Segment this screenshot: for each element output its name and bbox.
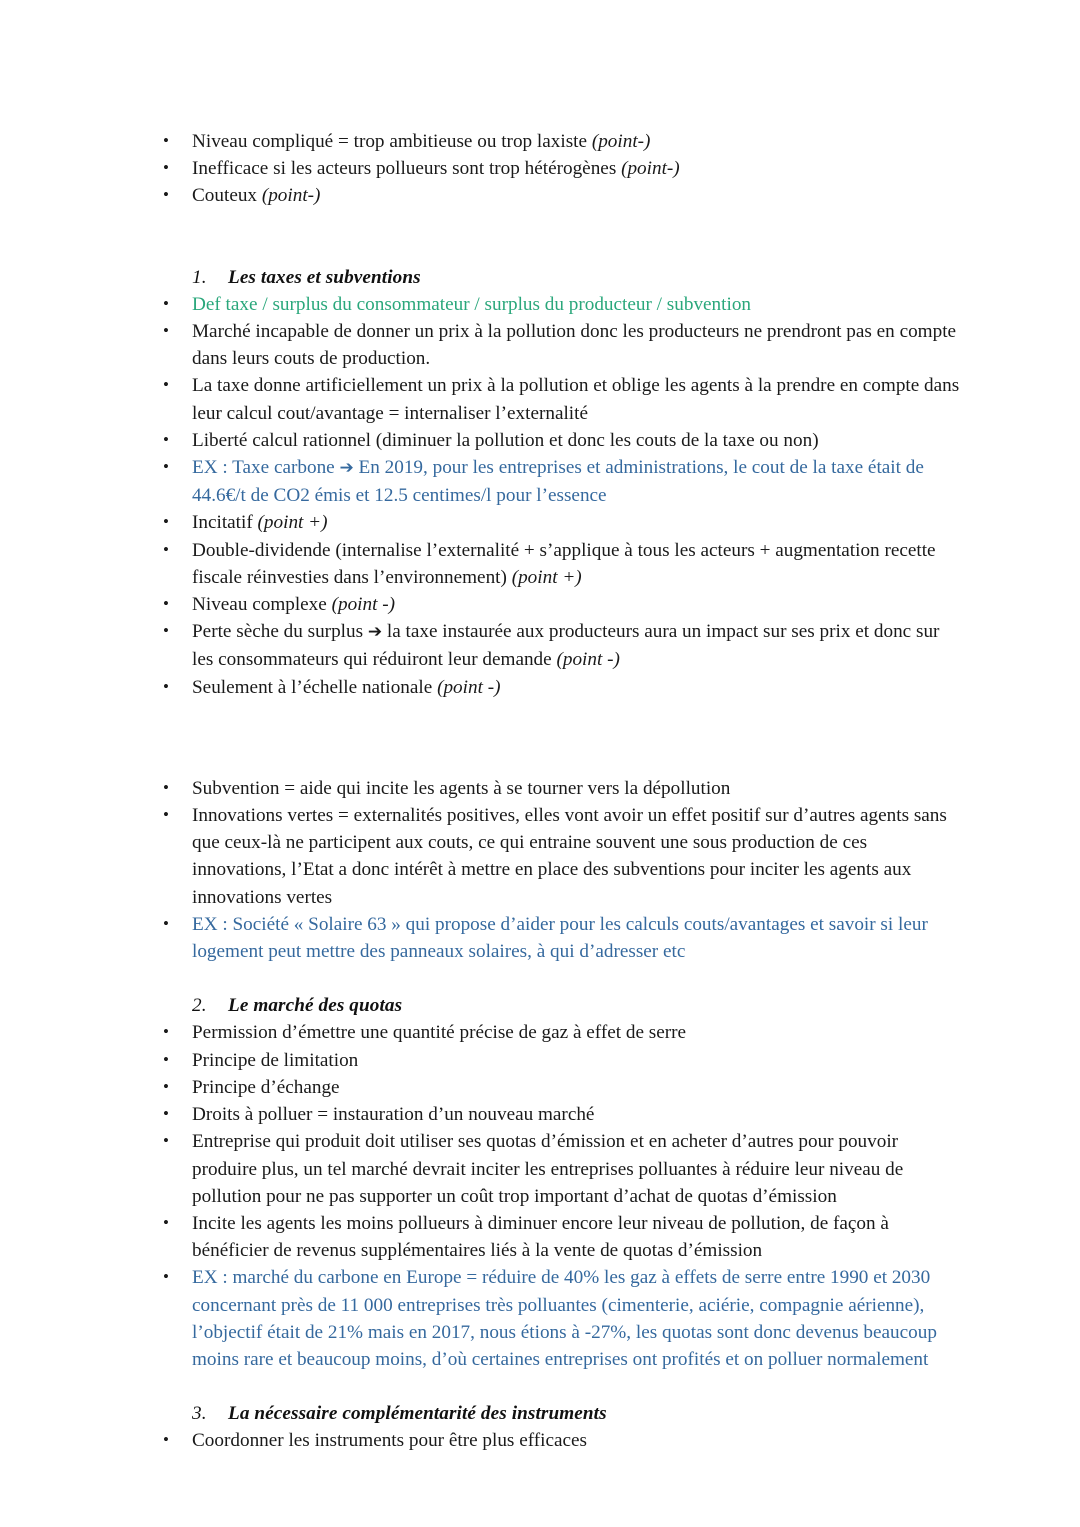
- list-item-text: EX : marché du carbone en Europe = réduire de 40% les gaz à effets de serre entre 1990 et 2030 concernant près de 11 000 entreprises très polluantes (cimenterie, aciérie, compagnie aérienne), l’objectif était de 21% mais en 2017, nous étions à -27%, les quotas sont donc devenus beaucoup moins rare et beaucoup moins, d’où certaines entreprises ont profités et on polluer normalement: [192, 1267, 937, 1370]
- list-item-text: Coordonner les instruments pour être plus efficaces: [192, 1430, 588, 1452]
- list-item-text: Niveau compliqué = trop ambitieuse ou trop laxiste: [192, 131, 592, 152]
- list-item-text: Incite les agents les moins pollueurs à diminuer encore leur niveau de pollution, de façon à bénéficier de revenus supplémentaires liés à la vente de quotas d’émission: [192, 1212, 889, 1262]
- list-item: [163, 1019, 963, 1046]
- list-item-text: Entreprise qui produit doit utiliser ses quotas d’émission et en acheter d’autres pour pouvoir produire plus, un tel marché devrait inciter les entreprises polluantes à réduire leur niveau de pollution pour ne pas supporter un coût trop important d’achat de quotas d’émission: [192, 1131, 904, 1207]
- point-marker: (point -): [331, 594, 396, 616]
- list-item-text-cont: la taxe instaurée aux producteurs aura un impact sur ses prix et donc sur les consommateurs qui réduiront leur demande: [192, 621, 940, 671]
- list-item-text: Inefficace si les acteurs pollueurs sont trop hétérogènes: [192, 158, 622, 180]
- right-arrow-icon: ➔: [367, 622, 383, 643]
- spacer: [163, 1373, 963, 1400]
- list-item-text: Incitatif: [192, 512, 258, 534]
- list-item: [163, 775, 963, 802]
- list-item: [163, 1427, 963, 1454]
- list-item: [163, 318, 963, 372]
- point-marker: (point +): [511, 566, 582, 588]
- list-item: [163, 1074, 963, 1101]
- list-item-text: Principe d’échange: [192, 1076, 340, 1098]
- list-item-text: Principe de limitation: [192, 1049, 359, 1071]
- list-item-text-cont: En 2019, pour les entreprises et administrations, le cout de la taxe était de 44.6€/t de CO2 émis et 12.5 centimes/l pour l’essence: [192, 457, 924, 507]
- list-item-text: Perte sèche du surplus: [192, 621, 368, 643]
- list-item-text: Droits à polluer = instauration d’un nouveau marché: [192, 1104, 595, 1126]
- section-number: 2.: [192, 995, 207, 1017]
- list-item: [163, 591, 963, 618]
- list-item: [163, 1128, 963, 1210]
- spacer: [163, 210, 963, 264]
- list-item-text: Couteux: [192, 185, 262, 207]
- list-item: [163, 1047, 963, 1074]
- list-item: [163, 155, 963, 182]
- list-item-text: EX : Taxe carbone: [192, 457, 340, 479]
- list-item-text: Niveau complexe: [192, 594, 332, 616]
- list-item-example-solaire63: [163, 911, 963, 965]
- list-item: [163, 509, 963, 536]
- point-marker: (point-): [261, 185, 321, 207]
- list-item-text: Double-dividende (internalise l’externalité + s’applique à tous les acteurs + augmentation recette fiscale réinvesties dans l’environnement): [192, 539, 936, 588]
- list-item-example-carbon-tax: [163, 454, 963, 509]
- list-item: [163, 427, 963, 454]
- list-item-text: Subvention = aide qui incite les agents à se tourner vers la dépollution: [192, 777, 731, 799]
- list-item-text: Marché incapable de donner un prix à la pollution donc les producteurs ne prendront pas en compte dans leurs couts de production.: [192, 321, 957, 370]
- list-item-definitions: [163, 291, 963, 318]
- list-item: [163, 537, 963, 591]
- section-title: Les taxes et subventions: [228, 266, 421, 288]
- point-marker: (point -): [437, 676, 501, 698]
- point-marker: (point -): [556, 649, 620, 671]
- list-item-text: Liberté calcul rationnel (diminuer la pollution et donc les couts de la taxe ou non): [192, 429, 819, 451]
- section-number: 3.: [192, 1403, 207, 1425]
- point-marker: (point +): [257, 512, 328, 534]
- spacer: [163, 965, 963, 992]
- list-item: [163, 618, 963, 673]
- list-item-example-eu-carbon-market: [163, 1264, 963, 1373]
- point-marker: (point-): [591, 131, 651, 152]
- right-arrow-icon: ➔: [339, 458, 354, 479]
- list-item-text: EX : Société « Solaire 63 » qui propose d’aider pour les calculs couts/avantages et savoir si leur logement peut mettre des panneaux solaires, à qui d’adresser etc: [192, 913, 928, 963]
- list-item-text: Innovations vertes = externalités positives, elles vont avoir un effet positif sur d’autres agents sans que ceux-là ne participent aux couts, ce qui entraine souvent une sous production de ces innovations, l’Etat a donc intérêt à mettre en place des subventions pour inciter les agents aux innovations vertes: [192, 805, 947, 908]
- list-item: [163, 1101, 963, 1128]
- notes-content: [163, 128, 963, 1455]
- spacer: [163, 701, 963, 775]
- section-heading-1: [163, 264, 963, 291]
- list-item: [163, 182, 963, 209]
- section-title: La nécessaire complémentarité des instruments: [228, 1403, 607, 1425]
- list-item-text: La taxe donne artificiellement un prix à la pollution et oblige les agents à la prendre en compte dans leur calcul cout/avantage = internaliser l’externalité: [192, 375, 960, 424]
- section-title: Le marché des quotas: [228, 995, 403, 1017]
- list-item: [163, 128, 963, 155]
- list-item-text: Def taxe / surplus du consommateur / surplus du producteur / subvention: [192, 293, 752, 315]
- list-item: [163, 1210, 963, 1264]
- point-marker: (point-): [621, 158, 680, 180]
- list-item: [163, 372, 963, 426]
- list-item: [163, 802, 963, 911]
- section-number: 1.: [192, 266, 207, 288]
- list-item-text: Permission d’émettre une quantité précise de gaz à effet de serre: [192, 1022, 687, 1044]
- section-heading-2: [163, 992, 963, 1019]
- list-item-text: Seulement à l’échelle nationale: [192, 676, 438, 698]
- section-heading-3: [163, 1400, 963, 1427]
- list-item: [163, 674, 963, 701]
